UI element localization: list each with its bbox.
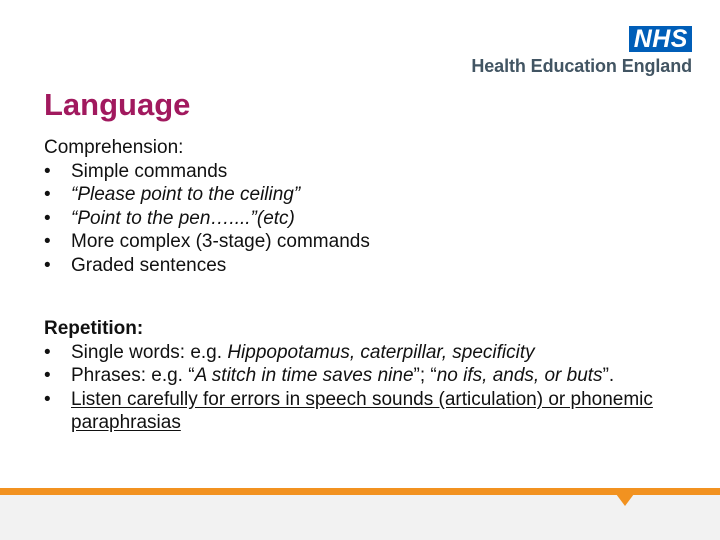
footer-band xyxy=(0,488,720,495)
bullet-icon: • xyxy=(44,207,51,229)
bullet-icon: • xyxy=(44,160,51,182)
bullet-icon: • xyxy=(44,231,51,252)
slide-title: Language xyxy=(44,87,191,122)
list-item: • Single words: e.g. Hippopotamus, caterpillar, specificity xyxy=(44,341,535,363)
list-item: • “Point to the pen…....”(etc) xyxy=(44,207,295,229)
nhs-logo-badge: NHS xyxy=(629,26,692,52)
comprehension-heading: Comprehension: xyxy=(44,137,184,158)
nhs-hee-logo xyxy=(471,26,692,76)
list-item: • Simple commands xyxy=(44,160,228,182)
organisation-name: Health Education England xyxy=(471,56,692,76)
bullet-icon: • xyxy=(44,341,51,363)
footer-area xyxy=(0,495,720,540)
repetition-heading: Repetition: xyxy=(44,318,144,339)
list-item: • More complex (3-stage) commands xyxy=(44,231,370,252)
list-item: • Graded sentences xyxy=(44,254,227,276)
bullet-icon: • xyxy=(44,388,51,410)
comprehension-list xyxy=(44,160,664,278)
bullet-icon: • xyxy=(44,365,51,386)
footer-tab xyxy=(616,494,634,506)
repetition-list xyxy=(44,341,664,435)
slide-body xyxy=(44,136,664,435)
bullet-icon: • xyxy=(44,254,51,276)
bullet-icon: • xyxy=(44,184,51,205)
list-item: • “Please point to the ceiling” xyxy=(44,184,301,205)
list-item: • Phrases: e.g. “A stitch in time saves nine”; “no ifs, ands, or buts”. xyxy=(44,365,615,386)
list-item: • Listen carefully for errors in speech sounds (articulation) or phonemic paraphrasias xyxy=(44,388,653,433)
